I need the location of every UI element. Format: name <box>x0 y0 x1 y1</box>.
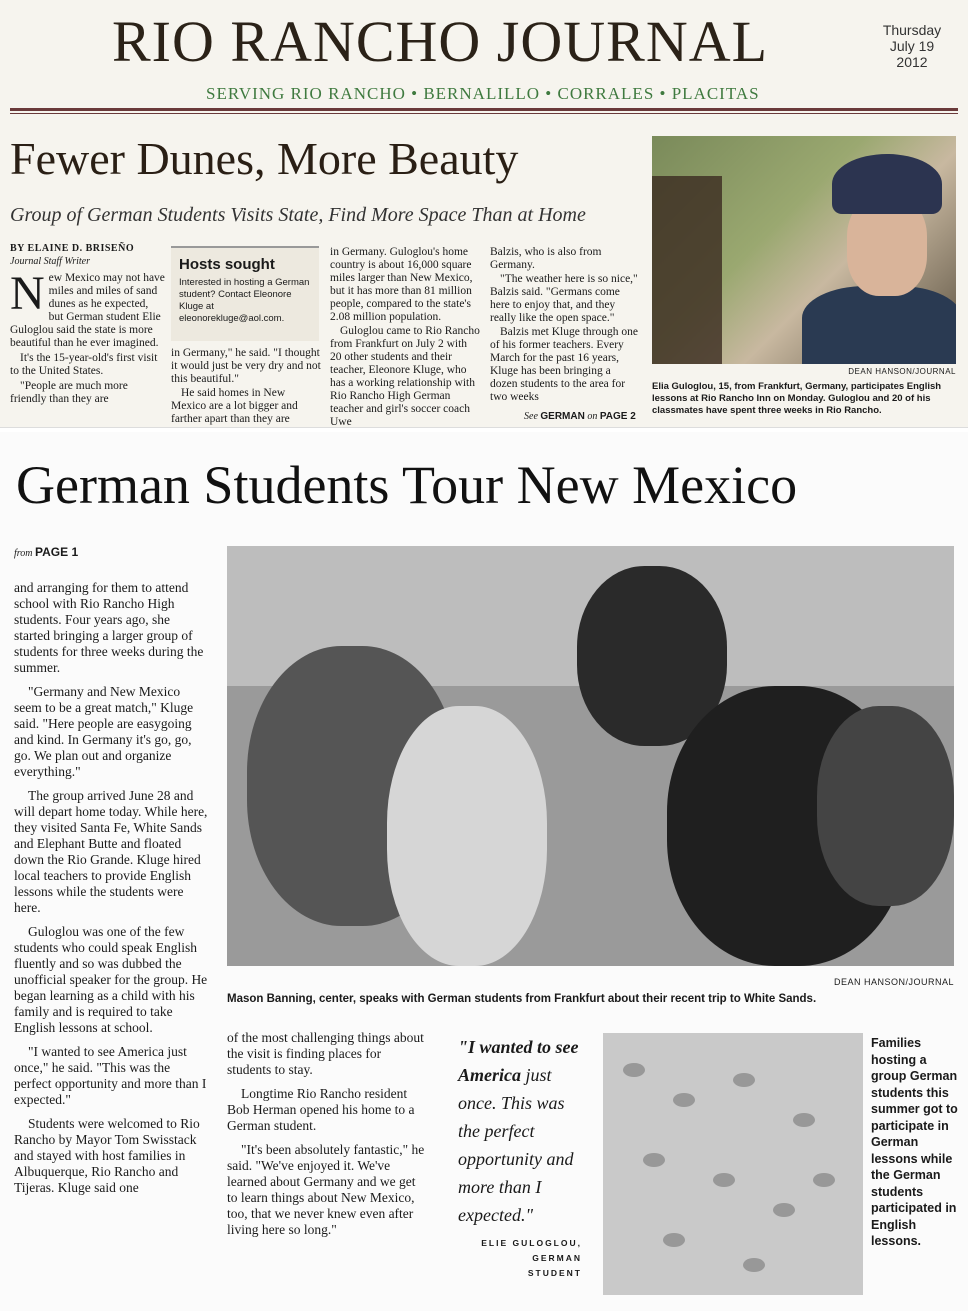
photo-credit: DEAN HANSON/JOURNAL <box>848 367 956 376</box>
pull-quote-attribution: ELIE GULOGLOU, GERMAN STUDENT <box>481 1238 582 1278</box>
byline-title: Journal Staff Writer <box>10 256 90 267</box>
paragraph: in Germany," he said. "I thought it would just be very dry and not this beautiful." <box>171 347 321 385</box>
paragraph: "It's been absolutely fantastic," he said. "We've enjoyed it. We've learned about Germany and we get to learn things about New Mexico, too, that we never knew even after living here so long." <box>227 1142 425 1237</box>
paragraph: "I wanted to see America just once," he said. "This was the perfect opportunity and more than I expected." <box>14 1044 207 1107</box>
paragraph: "People are much more friendly than they are <box>10 380 128 405</box>
serving-tagline: SERVING RIO RANCHO • BERNALILLO • CORRALES • PLACITAS <box>206 84 760 103</box>
date-day: Thursday <box>882 22 942 38</box>
paragraph: Longtime Rio Rancho resident Bob Herman opened his home to a German student. <box>227 1086 415 1133</box>
side-photo-caption: Families hosting a group German students this summer got to participate in German lessons while the German students participated in English lessons. <box>871 1036 958 1248</box>
lead-paragraph: New Mexico may not have miles and miles of sand dunes as he expected, but German student Elie Guloglou said the state is more beautiful than he ever imagined. <box>10 267 165 349</box>
hosts-sought-heading: Hosts sought <box>179 256 275 273</box>
photo-caption: Mason Banning, center, speaks with German students from Frankfurt about their recent trip to White Sands. <box>227 993 817 1005</box>
inside-column-2 <box>227 1030 427 1246</box>
photo-caption: Elia Guloglou, 15, from Frankfurt, Germany, participates English lessons at Rio Rancho Inn on Monday. Guloglou and 20 of his classmates have spent three weeks in Rio Rancho. <box>652 381 942 416</box>
masthead-title: RIO RANCHO JOURNAL <box>112 9 769 74</box>
paragraph: Balzis, who is also from Germany. <box>490 246 602 271</box>
front-deck: Group of German Students Visits State, Find More Space Than at Home <box>10 204 586 226</box>
paragraph: The group arrived June 28 and will depart home today. While here, they visited Santa Fe, White Sands and Elephant Butte and floated down the Rio Grande. Kluge hired local teachers to provide English lessons while the students were here. <box>14 788 208 915</box>
hosts-sought-text: Interested in hosting a German student? Contact Eleonore Kluge at eleonorekluge@aol.com. <box>179 277 310 324</box>
byline: BY ELAINE D. BRISEÑO <box>10 243 135 254</box>
paragraph: Guloglou was one of the few students who could speak English fluently and so was dubbed the unofficial speaker for the group. He began learning as a child with his family and is required to take English lessons at school. <box>14 924 208 1035</box>
front-headline: Fewer Dunes, More Beauty <box>10 133 519 184</box>
front-column-1 <box>10 267 165 408</box>
group-discussion-photo <box>227 546 954 966</box>
paragraph: It's the 15-year-old's first visit to the United States. <box>10 352 158 377</box>
hosts-sought-box <box>171 246 319 341</box>
paragraph: in Germany. Guloglou's home country is about 16,000 square miles larger than New Mexico, but it has more than 81 million people, compared to the state's 2.08 million population. <box>330 246 473 323</box>
paragraph: of the most challenging things about the visit is finding places for students to stay. <box>227 1030 424 1077</box>
pull-quote-lead: "I wanted to see America <box>458 1037 579 1085</box>
front-page-clipping <box>0 0 968 428</box>
inside-column-1 <box>14 580 208 1204</box>
jump-line: See GERMAN on PAGE 2 <box>524 411 636 422</box>
paragraph: Students were welcomed to Rio Rancho by Mayor Tom Swisstack and stayed with host families in Albuquerque, Rio Rancho and Tijeras. Kluge said one <box>14 1116 200 1195</box>
paragraph: Balzis met Kluge through one of his former teachers. Every March for the past 16 years, Kluge has been bringing a dozen students to the area for two weeks <box>490 326 638 403</box>
masthead-rule-thin <box>10 113 958 114</box>
drop-cap: N <box>10 267 45 320</box>
lesson-table-photo <box>603 1033 863 1295</box>
pull-quote <box>458 1033 588 1229</box>
paragraph: and arranging for them to attend school with Rio Rancho High students. Four years ago, she started bringing a larger group of students for three weeks during the summer. <box>14 580 204 675</box>
front-column-2 <box>171 347 321 427</box>
student-portrait-photo <box>652 136 956 364</box>
date-year: 2012 <box>896 54 928 70</box>
paragraph: "The weather here is so nice," Balzis said. "Germans come here to enjoy that, and they really like the open space." <box>490 273 638 324</box>
pull-quote-rest: just once. This was the perfect opportunity and more than I expected." <box>458 1065 574 1225</box>
paragraph: Guloglou came to Rio Rancho from Frankfurt on July 2 with 20 other students and their teacher, Eleonore Kluge, who has a working relationship with Rio Rancho High German teacher and girl's soccer coach Uwe <box>330 325 480 428</box>
inside-headline: German Students Tour New Mexico <box>16 455 798 515</box>
issue-date <box>862 22 962 70</box>
paragraph: He said homes in New Mexico are a lot bigger and farther apart than they are <box>171 387 298 425</box>
photo-credit: DEAN HANSON/JOURNAL <box>833 977 954 987</box>
paragraph: "Germany and New Mexico seem to be a great match," Kluge said. "Here people are easygoing and kind. In Germany it's go, go, go. We plan out and organize everything." <box>14 684 194 779</box>
masthead-rule <box>10 108 958 111</box>
front-column-4 <box>490 246 640 405</box>
front-column-3 <box>330 246 480 430</box>
continued-from: from PAGE 1 <box>14 545 79 559</box>
date-month-day: July 19 <box>889 38 935 54</box>
